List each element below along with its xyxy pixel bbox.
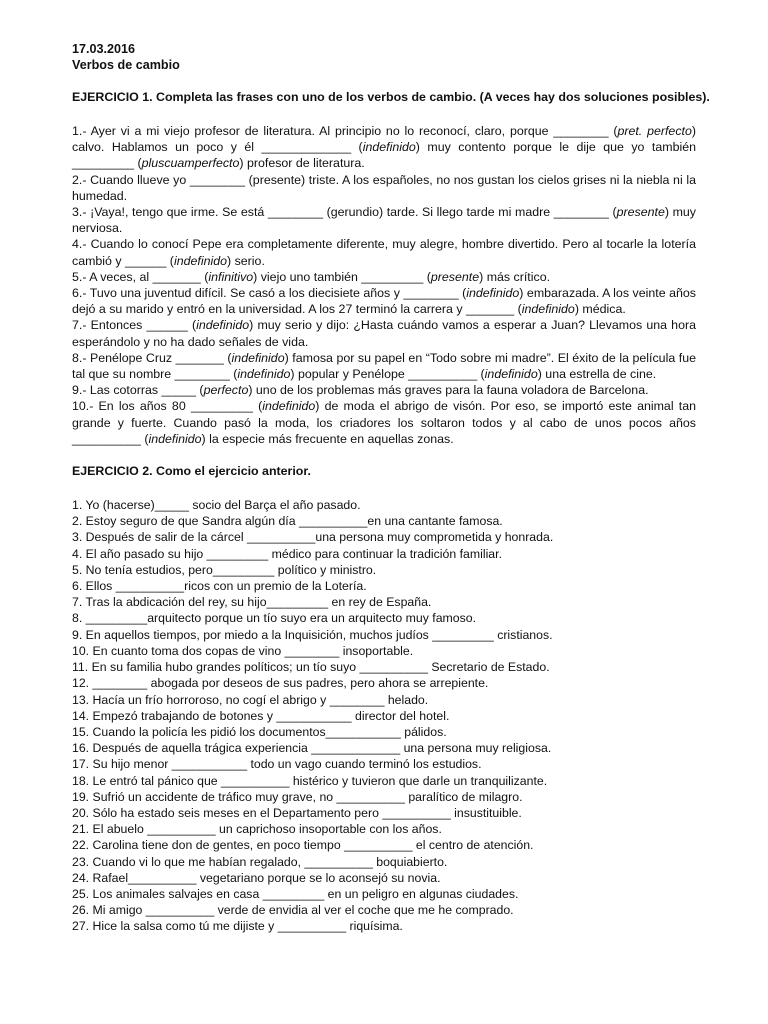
- exercise-2-item: 13. Hacía un frío horroroso, no cogí el abrigo y ________ helado.: [72, 692, 429, 707]
- sentence-text: ) viejo uno también _________ (: [253, 269, 431, 284]
- exercise-2-title: EJERCICIO 2. Como el ejercicio anterior.: [72, 464, 311, 479]
- sentence-text: ) serio.: [227, 253, 265, 268]
- sentence-text: 5.- A veces, al _______ (: [72, 269, 209, 284]
- sentence-text: 9.- Las cotorras _____ (: [72, 383, 204, 398]
- exercise-2-list: [72, 497, 696, 934]
- exercise-1-item: [72, 285, 696, 317]
- sentence-text: 8.- Penélope Cruz _______ (: [72, 350, 232, 365]
- exercise-2-item: 10. En cuanto toma dos copas de vino ________ insoportable.: [72, 643, 414, 658]
- exercise-2-item: 17. Su hijo menor ___________ todo un vago cuando terminó los estudios.: [72, 757, 482, 772]
- exercise-2-item: 25. Los animales salvajes en casa _________ en un peligro en algunas ciudades.: [72, 886, 519, 901]
- sentence-text: ) muy serio y dijo: ¿Hasta cuándo vamos a esperar a Juan? Llevamos una hora esperándolo y no ha dado señales de vida.: [72, 318, 696, 349]
- sentence-text: 6.- Tuvo una juventud difícil. Se casó a los diecisiete años y ________ (: [72, 286, 467, 301]
- exercise-1-item: [72, 236, 696, 268]
- exercise-2-item: 5. No tenía estudios, pero_________ político y ministro.: [72, 562, 377, 577]
- exercise-2-item: 18. Le entró tal pánico que __________ histérico y tuvieron que darle un tranquilizante.: [72, 773, 548, 788]
- sentence-text: ) calvo. Hablamos un poco y él _____________ (: [72, 124, 696, 155]
- exercise-2-item: 11. En su familia hubo grandes políticos; un tío suyo __________ Secretario de Estado.: [72, 660, 550, 675]
- exercise-1-item: [72, 317, 696, 349]
- sentence-text: ) médica.: [574, 302, 626, 317]
- sentence-text: 4.- Cuando lo conocí Pepe era completamente diferente, muy alegre, hombre divertido. Pero al tocarle la lotería cambió y ______ (: [72, 237, 696, 268]
- exercise-2-item: 14. Empezó trabajando de botones y ___________ director del hotel.: [72, 708, 450, 723]
- sentence-text: ) famosa por su papel en “Todo sobre mi madre”. El éxito de la película fue tal que su nombre ________ (: [72, 350, 696, 382]
- exercise-2-item: 23. Cuando vi lo que me habían regalado, __________ boquiabierto.: [72, 854, 448, 869]
- exercise-2-item: 27. Hice la salsa como tú me dijiste y __________ riquísima.: [72, 919, 403, 934]
- exercise-1-item: [72, 123, 696, 172]
- tense-hint: indefinido: [196, 318, 250, 333]
- exercise-1-item: [72, 382, 696, 398]
- exercise-1-title: EJERCICIO 1. Completa las frases con uno de los verbos de cambio. (A veces hay dos soluciones posibles).: [72, 90, 710, 104]
- exercise-2-item: 3. Después de salir de la cárcel __________una persona muy comprometida y honrada.: [72, 530, 554, 545]
- exercise-1-item: [72, 172, 696, 204]
- exercise-1-item: [72, 350, 696, 382]
- tense-hint: indefinido: [484, 367, 538, 382]
- sentence-text: ) muy nerviosa.: [72, 205, 696, 236]
- sentence-text: ) de moda el abrigo de visón. Por eso, se importó este animal tan grande y fuerte. Cuando pasó la moda, los criadores los soltaron todos y al cabo de unos pocos años __________ (: [72, 399, 696, 446]
- exercise-2-item: 22. Carolina tiene don de gentes, en poco tiempo __________ el centro de atención.: [72, 838, 534, 853]
- sentence-text: ) una estrella de cine.: [537, 367, 657, 382]
- tense-hint: indefinido: [173, 253, 228, 268]
- tense-hint: indefinido: [521, 302, 575, 317]
- tense-hint: presente: [616, 205, 665, 220]
- exercise-2-item: 6. Ellos __________ricos con un premio de la Lotería.: [72, 579, 367, 594]
- exercise-2-item: 24. Rafael__________ vegetariano porque se lo aconsejó su novia.: [72, 870, 441, 885]
- exercise-2-item: 9. En aquellos tiempos, por miedo a la Inquisición, muchos judíos _________ cristianos.: [72, 627, 553, 642]
- exercise-2-item: 8. _________arquitecto porque un tío suyo era un arquitecto muy famoso.: [72, 611, 477, 626]
- exercise-1-section: [72, 89, 710, 447]
- tense-hint: infinitivo: [208, 269, 254, 284]
- exercise-2-item: 1. Yo (hacerse)_____ socio del Barça el año pasado.: [72, 498, 361, 513]
- tense-hint: pluscuamperfecto: [141, 156, 240, 171]
- exercise-1-item: [72, 204, 696, 236]
- exercise-2-item: 26. Mi amigo __________ verde de envidia al ver el coche que me he comprado.: [72, 903, 514, 918]
- sentence-text: 3.- ¡Vaya!, tengo que irme. Se está ________ (gerundio) tarde. Si llego tarde mi madre ________ (: [72, 205, 617, 220]
- sentence-text: ) uno de los problemas más graves para la fauna voladora de Barcelona.: [248, 383, 649, 398]
- worksheet-page: [72, 41, 710, 935]
- exercise-1-list: [72, 123, 696, 447]
- tense-hint: indefinido: [237, 367, 291, 382]
- tense-hint: indefinido: [466, 286, 520, 301]
- sentence-text: 7.- Entonces ______ (: [72, 318, 197, 333]
- exercise-2-item: 4. El año pasado su hijo _________ médico para continuar la tradición familiar.: [72, 546, 502, 561]
- exercise-2-section: [72, 463, 696, 934]
- tense-hint: presente: [430, 269, 480, 284]
- exercise-2-item: 21. El abuelo __________ un caprichoso insoportable con los años.: [72, 822, 442, 837]
- exercise-2-item: 16. Después de aquella trágica experiencia _____________ una persona muy religiosa.: [72, 741, 552, 756]
- sentence-text: ) más crítico.: [479, 269, 551, 284]
- tense-hint: indefinido: [262, 399, 316, 414]
- sentence-text: ) profesor de literatura.: [239, 156, 365, 171]
- topic-heading: Verbos de cambio: [72, 58, 180, 72]
- exercise-2-item: 15. Cuando la policía les pidió los documentos___________ pálidos.: [72, 724, 447, 739]
- exercise-2-item: 19. Sufrió un accidente de tráfico muy grave, no __________ paralítico de milagro.: [72, 789, 523, 804]
- tense-hint: pret. perfecto: [617, 124, 692, 138]
- exercise-1-item: [72, 398, 696, 447]
- exercise-2-item: 12. ________ abogada por deseos de sus padres, pero ahora se arrepiente.: [72, 676, 489, 691]
- tense-hint: indefinido: [148, 431, 202, 446]
- tense-hint: indefinido: [362, 140, 416, 155]
- exercise-2-item: 2. Estoy seguro de que Sandra algún día __________en una cantante famosa.: [72, 514, 503, 529]
- tense-hint: perfecto: [203, 383, 249, 398]
- sentence-text: ) popular y Penélope __________ (: [290, 367, 485, 382]
- exercise-2-item: 7. Tras la abdicación del rey, su hijo_________ en rey de España.: [72, 595, 432, 610]
- sentence-text: 10.- En los años 80 _________ (: [72, 399, 263, 414]
- date-heading: 17.03.2016: [72, 42, 136, 56]
- exercise-1-item: [72, 269, 696, 285]
- sentence-text: 1.- Ayer vi a mi viejo profesor de literatura. Al principio no lo reconocí, claro, porque ________ (: [72, 124, 618, 138]
- tense-hint: indefinido: [231, 350, 285, 365]
- sentence-text: ) la especie más frecuente en aquellas zonas.: [201, 431, 454, 446]
- sentence-text: 2.- Cuando llueve yo ________ (presente) triste. A los españoles, no nos gustan los cielos grises ni la niebla ni la humedad.: [72, 172, 696, 203]
- sentence-text: ) muy contento porque le dije que yo también _________ (: [72, 140, 697, 171]
- exercise-2-item: 20. Sólo ha estado seis meses en el Departamento pero __________ insustituible.: [72, 805, 522, 820]
- sentence-text: ) embarazada. A los veinte años dejó a su marido y entró en la universidad. A los 27 terminó la carrera y _______ (: [72, 286, 696, 317]
